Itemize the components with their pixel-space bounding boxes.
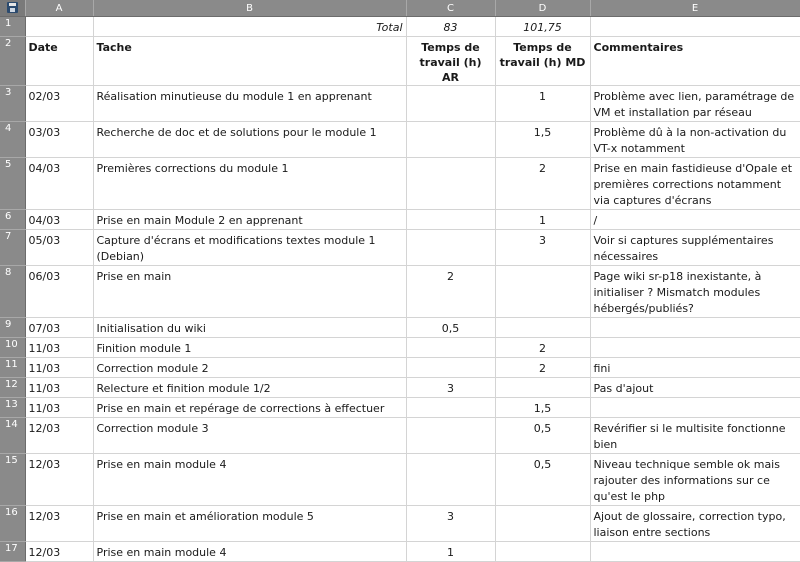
task-cell[interactable]: Correction module 3	[93, 418, 406, 454]
comment-cell[interactable]: Pas d'ajout	[590, 378, 800, 398]
table-row	[0, 266, 800, 318]
column-header-a[interactable]: A	[25, 0, 93, 17]
task-cell[interactable]: Prise en main Module 2 en apprenant	[93, 210, 406, 230]
comment-cell[interactable]: Prise en main fastidieuse d'Opale et premières corrections notamment via captures d'écrans	[590, 158, 800, 210]
comment-cell[interactable]: Niveau technique semble ok mais rajouter des informations sur ce qu'est le php	[590, 454, 800, 506]
date-cell[interactable]: 02/03	[25, 86, 93, 122]
column-header-e[interactable]: E	[590, 0, 800, 17]
header-task-cell[interactable]: Tache	[93, 37, 406, 86]
table-row	[0, 230, 800, 266]
table-row	[0, 358, 800, 378]
date-cell[interactable]: 11/03	[25, 358, 93, 378]
ar-hours-cell[interactable]: 3	[406, 378, 495, 398]
md-hours-cell[interactable]	[495, 542, 590, 562]
row-header[interactable]: 5	[0, 158, 25, 210]
date-cell[interactable]: 07/03	[25, 318, 93, 338]
table-row	[0, 454, 800, 506]
date-cell[interactable]: 12/03	[25, 506, 93, 542]
md-hours-cell[interactable]: 0,5	[495, 418, 590, 454]
date-cell[interactable]: 04/03	[25, 210, 93, 230]
row-header[interactable]: 9	[0, 318, 25, 338]
task-cell[interactable]: Prise en main et repérage de corrections à effectuer	[93, 398, 406, 418]
column-header-b[interactable]: B	[93, 0, 406, 17]
task-cell[interactable]: Correction module 2	[93, 358, 406, 378]
row-header[interactable]: 3	[0, 86, 25, 122]
task-cell[interactable]: Prise en main module 4	[93, 542, 406, 562]
row-header[interactable]: 2	[0, 37, 25, 86]
row-header[interactable]: 13	[0, 398, 25, 418]
md-hours-cell[interactable]: 3	[495, 230, 590, 266]
md-hours-cell[interactable]: 1,5	[495, 398, 590, 418]
md-hours-cell[interactable]: 1,5	[495, 122, 590, 158]
total-label-cell[interactable]: Total	[93, 17, 406, 37]
column-header-d[interactable]: D	[495, 0, 590, 17]
date-cell[interactable]: 04/03	[25, 158, 93, 210]
row-header[interactable]: 14	[0, 418, 25, 454]
task-cell[interactable]: Premières corrections du module 1	[93, 158, 406, 210]
md-hours-cell[interactable]: 1	[495, 86, 590, 122]
table-row	[0, 318, 800, 338]
comment-cell[interactable]	[590, 542, 800, 562]
total-ar-cell[interactable]: 83	[406, 17, 495, 37]
row-header[interactable]: 17	[0, 542, 25, 562]
table-row	[0, 398, 800, 418]
date-cell[interactable]: 11/03	[25, 398, 93, 418]
comment-cell[interactable]: Voir si captures supplémentaires nécessaires	[590, 230, 800, 266]
ar-hours-cell[interactable]	[406, 158, 495, 210]
date-cell[interactable]: 06/03	[25, 266, 93, 318]
ar-hours-cell[interactable]	[406, 358, 495, 378]
ar-hours-cell[interactable]	[406, 338, 495, 358]
task-cell[interactable]: Initialisation du wiki	[93, 318, 406, 338]
select-all-corner[interactable]	[0, 0, 25, 17]
row-header[interactable]: 4	[0, 122, 25, 158]
md-hours-cell[interactable]	[495, 266, 590, 318]
task-cell[interactable]: Prise en main et amélioration module 5	[93, 506, 406, 542]
comment-cell[interactable]	[590, 338, 800, 358]
header-date-cell[interactable]: Date	[25, 37, 93, 86]
md-hours-cell[interactable]: 1	[495, 210, 590, 230]
comment-cell[interactable]: Ajout de glossaire, correction typo, liaison entre sections	[590, 506, 800, 542]
comment-cell[interactable]	[590, 398, 800, 418]
md-hours-cell[interactable]: 0,5	[495, 454, 590, 506]
comment-cell[interactable]: Problème dû à la non-activation du VT-x notamment	[590, 122, 800, 158]
md-hours-cell[interactable]: 2	[495, 358, 590, 378]
header-comment-cell[interactable]: Commentaires	[590, 37, 800, 86]
comment-cell[interactable]: Page wiki sr-p18 inexistante, à initialiser ? Mismatch modules hébergés/publiés?	[590, 266, 800, 318]
table-row	[0, 542, 800, 562]
date-cell[interactable]: 12/03	[25, 418, 93, 454]
md-hours-cell[interactable]	[495, 506, 590, 542]
header-ar-cell[interactable]: Temps de travail (h) AR	[406, 37, 495, 86]
cell[interactable]	[590, 17, 800, 37]
ar-hours-cell[interactable]	[406, 86, 495, 122]
comment-cell[interactable]	[590, 318, 800, 338]
table-row	[0, 506, 800, 542]
md-hours-cell[interactable]	[495, 378, 590, 398]
date-cell[interactable]: 12/03	[25, 454, 93, 506]
table-row	[0, 122, 800, 158]
row-header[interactable]: 10	[0, 338, 25, 358]
row-header[interactable]: 15	[0, 454, 25, 506]
ar-hours-cell[interactable]: 1	[406, 542, 495, 562]
ar-hours-cell[interactable]	[406, 210, 495, 230]
table-row	[0, 86, 800, 122]
header-row	[0, 37, 800, 86]
row-header[interactable]: 6	[0, 210, 25, 230]
comment-cell[interactable]: Revérifier si le multisite fonctionne bien	[590, 418, 800, 454]
cell[interactable]	[25, 17, 93, 37]
date-cell[interactable]: 11/03	[25, 338, 93, 358]
column-header-c[interactable]: C	[406, 0, 495, 17]
table-row	[0, 158, 800, 210]
row-header[interactable]: 11	[0, 358, 25, 378]
row-header[interactable]: 12	[0, 378, 25, 398]
table-row	[0, 338, 800, 358]
comment-cell[interactable]: /	[590, 210, 800, 230]
row-header[interactable]: 8	[0, 266, 25, 318]
table-row	[0, 418, 800, 454]
md-hours-cell[interactable]: 2	[495, 338, 590, 358]
total-md-cell[interactable]: 101,75	[495, 17, 590, 37]
task-cell[interactable]: Relecture et finition module 1/2	[93, 378, 406, 398]
ar-hours-cell[interactable]	[406, 398, 495, 418]
table-row	[0, 378, 800, 398]
table-row	[0, 210, 800, 230]
task-cell[interactable]: Réalisation minutieuse du module 1 en apprenant	[93, 86, 406, 122]
task-cell[interactable]: Capture d'écrans et modifications textes module 1 (Debian)	[93, 230, 406, 266]
row-header[interactable]: 16	[0, 506, 25, 542]
ar-hours-cell[interactable]: 0,5	[406, 318, 495, 338]
task-cell[interactable]: Prise en main module 4	[93, 454, 406, 506]
save-icon[interactable]	[7, 2, 18, 13]
column-header-row	[0, 0, 800, 17]
comment-cell[interactable]: fini	[590, 358, 800, 378]
header-md-cell[interactable]: Temps de travail (h) MD	[495, 37, 590, 86]
date-cell[interactable]: 03/03	[25, 122, 93, 158]
date-cell[interactable]: 11/03	[25, 378, 93, 398]
ar-hours-cell[interactable]	[406, 454, 495, 506]
task-cell[interactable]: Finition module 1	[93, 338, 406, 358]
comment-cell[interactable]: Problème avec lien, paramétrage de VM et installation par réseau	[590, 86, 800, 122]
row-header[interactable]: 1	[0, 17, 25, 37]
md-hours-cell[interactable]: 2	[495, 158, 590, 210]
ar-hours-cell[interactable]	[406, 122, 495, 158]
ar-hours-cell[interactable]	[406, 230, 495, 266]
ar-hours-cell[interactable]: 2	[406, 266, 495, 318]
task-cell[interactable]: Prise en main	[93, 266, 406, 318]
row-header[interactable]: 7	[0, 230, 25, 266]
date-cell[interactable]: 05/03	[25, 230, 93, 266]
task-cell[interactable]: Recherche de doc et de solutions pour le module 1	[93, 122, 406, 158]
date-cell[interactable]: 12/03	[25, 542, 93, 562]
total-row	[0, 17, 800, 37]
md-hours-cell[interactable]	[495, 318, 590, 338]
ar-hours-cell[interactable]: 3	[406, 506, 495, 542]
ar-hours-cell[interactable]	[406, 418, 495, 454]
